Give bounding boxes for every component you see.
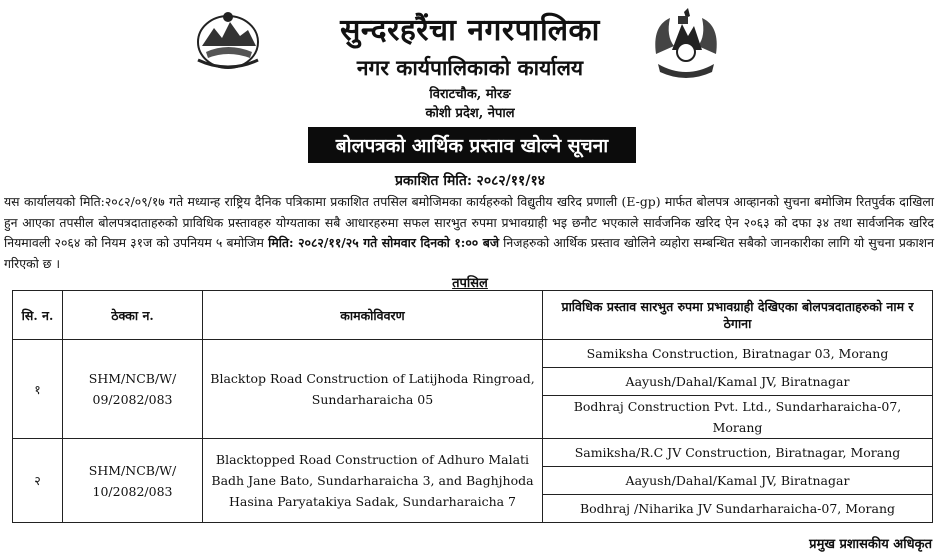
row-work: Blacktop Road Construction of Latijhoda Ringroad, Sundarharaicha 05 [203,340,543,439]
letterhead [0,0,940,124]
bidder-cell: Samiksha Construction, Biratnagar 03, Morang [543,340,933,368]
row-work: Blacktopped Road Construction of Adhuro Malati Badh Jane Bato, Sundarharaicha 3, and Baghjhoda Hasina Paryatakiya Sadak, Sundarharaicha 7 [203,439,543,523]
section-title: तपसिल [452,276,488,291]
address-line-2: कोशी प्रदेश, नेपाल [425,106,515,121]
header-bidders: प्राविधिक प्रस्ताव सारभुत रुपमा प्रभावग्राही देखिएका बोलपत्रदाताहरुको नाम र ठेगाना [543,291,933,340]
table-header-row [13,291,933,340]
office-name: नगर कार्यपालिकाको कार्यालय [356,55,584,80]
opening-datetime: मिति: २०८२/११/२५ गते सोमवार दिनको १:०० बजे [268,235,500,250]
bidder-cell: Aayush/Dahal/Kamal JV, Biratnagar [543,467,933,495]
published-date-value: २०८२/११/१४ [476,173,546,189]
bidder-cell: Aayush/Dahal/Kamal JV, Biratnagar [543,368,933,396]
row-sn: २ [13,439,63,523]
table-row [13,340,933,368]
bid-details-table [12,290,933,523]
row-contract: SHM/NCB/W/ 10/2082/083 [63,439,203,523]
address-line-1: विराटचौक, मोरङ [429,87,511,102]
notice-title-banner: बोलपत्रको आर्थिक प्रस्ताव खोल्ने सूचना [308,127,636,163]
published-date-label: प्रकाशित मिति: [394,173,473,189]
nepal-coat-of-arms-icon [648,6,724,82]
notice-body-part2: निजहरुको आर्थिक प्रस्ताव खोलिने व्यहोरा सम्बन्धित सबैको जानकारीका लागि यो सुचना प्रकाशन गरिएको छ । [4,235,934,271]
notice-body [4,192,934,274]
notice-body-part1: यस कार्यालयको मिति:२०८२/०९/१७ गते मध्यान्ह राष्ट्रिय दैनिक पत्रिकामा प्रकाशित तपसिल बमोजिमका कार्यहरुको विद्युतीय खरिद प्रणाली (E-gp) मार्फत बोलपत्र आव्हानको सुचना बमोजिम रितपुर्वक दाखिला हुन आएका तपसील बोलपत्रदाताहरुको प्राविधिक प्रस्तावहरु योग्यताका सबै आधारहरुमा सफल सारभुत रुपमा प्रभावग्राही भइ छनौट भएकाले सार्वजनिक खरिद ऐन २०६३ को दफा ३४ तथा सार्वजनिक खरिद नियमावली २०६४ को नियम ३१ज को उपनियम ५ बमोजिम [4,194,934,250]
municipality-name: सुन्दरहरैंचा नगरपालिका [340,13,600,48]
signatory-title: प्रमुख प्रशासकीय अधिकृत [809,537,932,552]
header-sn: सि. न. [13,291,63,340]
published-date [0,171,940,190]
bidder-cell: Bodhraj /Niharika JV Sundarharaicha-07, Morang [543,495,933,523]
header-work: कामकोविवरण [203,291,543,340]
table-row [13,439,933,467]
bidder-cell: Samiksha/R.C JV Construction, Biratnagar, Morang [543,439,933,467]
row-contract: SHM/NCB/W/ 09/2082/083 [63,340,203,439]
header-contract: ठेक्का न. [63,291,203,340]
bidder-cell: Bodhraj Construction Pvt. Ltd., Sundarharaicha-07, Morang [543,396,933,439]
row-sn: १ [13,340,63,439]
